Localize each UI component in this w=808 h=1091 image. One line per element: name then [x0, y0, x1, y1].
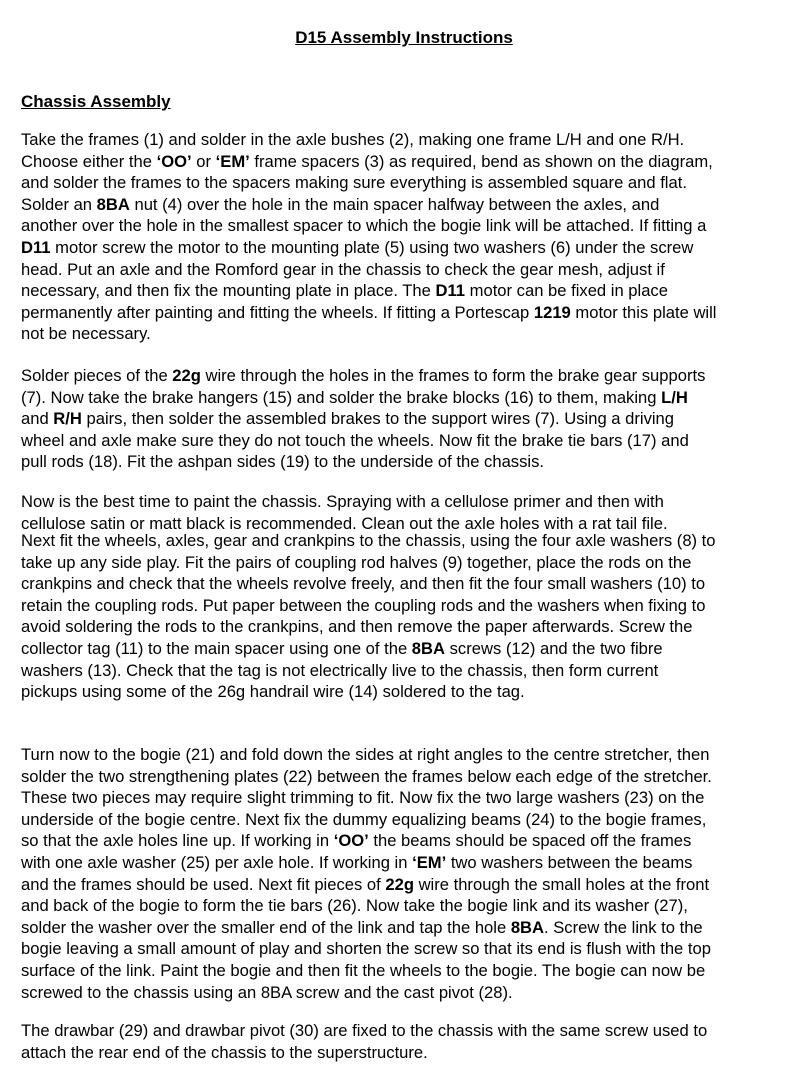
- text-run: so that the axle holes line up. If working in: [21, 831, 334, 851]
- text-line: [21, 451, 801, 473]
- text-line: [21, 151, 801, 173]
- text-line: [21, 302, 801, 324]
- text-line: [21, 408, 801, 430]
- text-run: and solder the frames to the spacers making sure everything is assembled square and flat.: [21, 173, 687, 193]
- bold-term: ‘OO’: [156, 151, 192, 171]
- text-line: [21, 323, 801, 345]
- bold-term: D11: [21, 237, 51, 257]
- text-line: [21, 595, 801, 617]
- text-line: [21, 766, 801, 788]
- text-run: wheel and axle make sure they do not touch the wheels. Now fit the brake tie bars (17) and: [21, 430, 689, 450]
- text-run: and: [21, 409, 54, 429]
- text-run: and back of the bogie to form the tie bars (26). Now take the bogie link and its washer (27),: [21, 896, 688, 916]
- text-line: [21, 1042, 801, 1064]
- text-run: not be necessary.: [21, 324, 151, 344]
- text-run: nut (4) over the hole in the main spacer halfway between the axles, and: [129, 194, 660, 214]
- text-run: bogie leaving a small amount of play and shorten the screw so that its end is flush with the top: [21, 939, 711, 959]
- text-line: [21, 365, 801, 387]
- text-line: [21, 280, 801, 302]
- text-line: [21, 491, 801, 513]
- text-run: screwed to the chassis using an 8BA screw and the cast pivot (28).: [21, 982, 513, 1002]
- text-line: [21, 744, 801, 766]
- text-run: two washers between the beams: [446, 852, 693, 872]
- paragraph-wheels: [21, 530, 801, 703]
- text-run: attach the rear end of the chassis to the superstructure.: [21, 1042, 428, 1062]
- bold-term: ‘EM’: [412, 852, 447, 872]
- text-line: [21, 237, 801, 259]
- text-run: The drawbar (29) and drawbar pivot (30) are fixed to the chassis with the same screw used to: [21, 1021, 708, 1040]
- text-run: head. Put an axle and the Romford gear in the chassis to check the gear mesh, adjust if: [21, 259, 665, 279]
- bold-term: 22g: [172, 366, 201, 385]
- text-line: [21, 194, 801, 216]
- text-run: washers (13). Check that the tag is not electrically live to the chassis, then form current: [21, 660, 659, 680]
- document-title: D15 Assembly Instructions: [295, 28, 513, 47]
- text-line: [21, 787, 801, 809]
- bold-term: 22g: [385, 874, 414, 894]
- text-line: [21, 215, 801, 237]
- paragraph-bogie: [21, 744, 801, 1003]
- text-line: [21, 430, 801, 452]
- text-line: [21, 938, 801, 960]
- bold-term: ‘OO’: [333, 831, 369, 851]
- text-run: solder the two strengthening plates (22) between the frames below each edge of the stretcher.: [21, 766, 712, 786]
- bold-term: ‘EM’: [215, 151, 250, 171]
- text-line: [21, 172, 801, 194]
- bold-term: 8BA: [510, 917, 545, 937]
- text-run: Choose either the: [21, 151, 157, 171]
- text-run: pairs, then solder the assembled brakes to the support wires (7). Using a driving: [81, 409, 675, 429]
- text-run: avoid soldering the rods to the crankpins, and then remove the paper afterwards. Screw the: [21, 617, 693, 637]
- text-line: [21, 573, 801, 595]
- text-run: permanently after painting and fitting the wheels. If fitting a Portescap: [21, 302, 534, 322]
- text-line: [21, 552, 801, 574]
- text-run: pickups using some of the 26g handrail wire (14) soldered to the tag.: [21, 682, 525, 702]
- text-run: necessary, and then fix the mounting plate in place. The: [21, 281, 436, 301]
- text-line: [21, 530, 801, 552]
- text-run: solder the washer over the smaller end of the link and tap the hole: [21, 917, 511, 937]
- text-run: screws (12) and the two fibre: [445, 638, 663, 658]
- bold-term: D11: [435, 281, 466, 301]
- paragraph-brakes: [21, 365, 801, 473]
- text-run: Solder an: [21, 194, 97, 214]
- text-run: crankpins and check that the wheels revolve freely, and then fit the four small washers (10) to: [21, 574, 706, 594]
- text-run: another over the hole in the smallest spacer to which the bogie link will be attached. If fitting a: [21, 216, 707, 236]
- bold-term: 8BA: [411, 638, 445, 658]
- text-run: surface of the link. Paint the bogie and then fit the wheels to the bogie. The bogie can now be: [21, 960, 706, 980]
- text-run: Take the frames (1) and solder in the axle bushes (2), making one frame L/H and one R/H.: [21, 130, 685, 149]
- text-run: collector tag (11) to the main spacer using one of the: [21, 638, 412, 658]
- text-line: [21, 960, 801, 982]
- paragraph-painting: [21, 491, 801, 534]
- text-run: the beams should be spaced off the frames: [368, 831, 692, 851]
- text-line: [21, 809, 801, 831]
- text-line: [21, 1020, 801, 1042]
- paragraph-frames: [21, 129, 801, 345]
- text-line: [21, 129, 801, 151]
- text-run: Solder pieces of the: [21, 366, 173, 385]
- text-run: Now is the best time to paint the chassis. Spraying with a cellulose primer and then with: [21, 492, 664, 511]
- paragraph-drawbar: [21, 1020, 801, 1063]
- bold-term: 1219: [533, 302, 571, 322]
- bold-term: R/H: [53, 409, 82, 429]
- section-heading: Chassis Assembly: [21, 92, 171, 111]
- text-run: take up any side play. Fit the pairs of coupling rod halves (9) together, place the rods on the: [21, 552, 692, 572]
- text-line: [21, 982, 801, 1004]
- text-run: motor can be fixed in place: [465, 281, 668, 301]
- text-run: (7). Now take the brake hangers (15) and solder the brake blocks (16) to them, making: [21, 387, 662, 407]
- text-line: [21, 681, 801, 703]
- text-run: and the frames should be used. Next fit pieces of: [21, 874, 386, 894]
- text-line: [21, 387, 801, 409]
- text-run: Next fit the wheels, axles, gear and crankpins to the chassis, using the four axle washers (8) to: [21, 531, 716, 550]
- text-run: with one axle washer (25) per axle hole. If working in: [21, 852, 413, 872]
- text-line: [21, 830, 801, 852]
- text-line: [21, 259, 801, 281]
- text-run: . Screw the link to the: [544, 917, 703, 937]
- bold-term: L/H: [661, 387, 688, 407]
- text-run: frame spacers (3) as required, bend as shown on the diagram,: [249, 151, 713, 171]
- text-line: [21, 616, 801, 638]
- text-line: [21, 638, 801, 660]
- text-run: cellulose satin or matt black is recommended. Clean out the axle holes with a rat tail file.: [21, 513, 668, 533]
- text-line: [21, 852, 801, 874]
- text-run: Turn now to the bogie (21) and fold down the sides at right angles to the centre stretcher, then: [21, 745, 710, 764]
- text-line: [21, 660, 801, 682]
- text-line: [21, 917, 801, 939]
- bold-term: 8BA: [96, 194, 130, 214]
- text-run: pull rods (18). Fit the ashpan sides (19) to the underside of the chassis.: [21, 452, 544, 472]
- text-run: wire through the small holes at the front: [413, 874, 710, 894]
- text-run: wire through the holes in the frames to form the brake gear supports: [200, 366, 706, 385]
- text-run: or: [191, 151, 216, 171]
- text-line: [21, 874, 801, 896]
- text-run: motor this plate will: [570, 302, 717, 322]
- text-run: underside of the bogie centre. Next fix the dummy equalizing beams (24) to the bogie frames,: [21, 809, 707, 829]
- text-run: motor screw the motor to the mounting plate (5) using two washers (6) under the screw: [50, 237, 694, 257]
- text-line: [21, 895, 801, 917]
- text-run: retain the coupling rods. Put paper between the coupling rods and the washers when fixing to: [21, 595, 706, 615]
- text-run: These two pieces may require slight trimming to fit. Now fix the two large washers (23) on the: [21, 788, 705, 808]
